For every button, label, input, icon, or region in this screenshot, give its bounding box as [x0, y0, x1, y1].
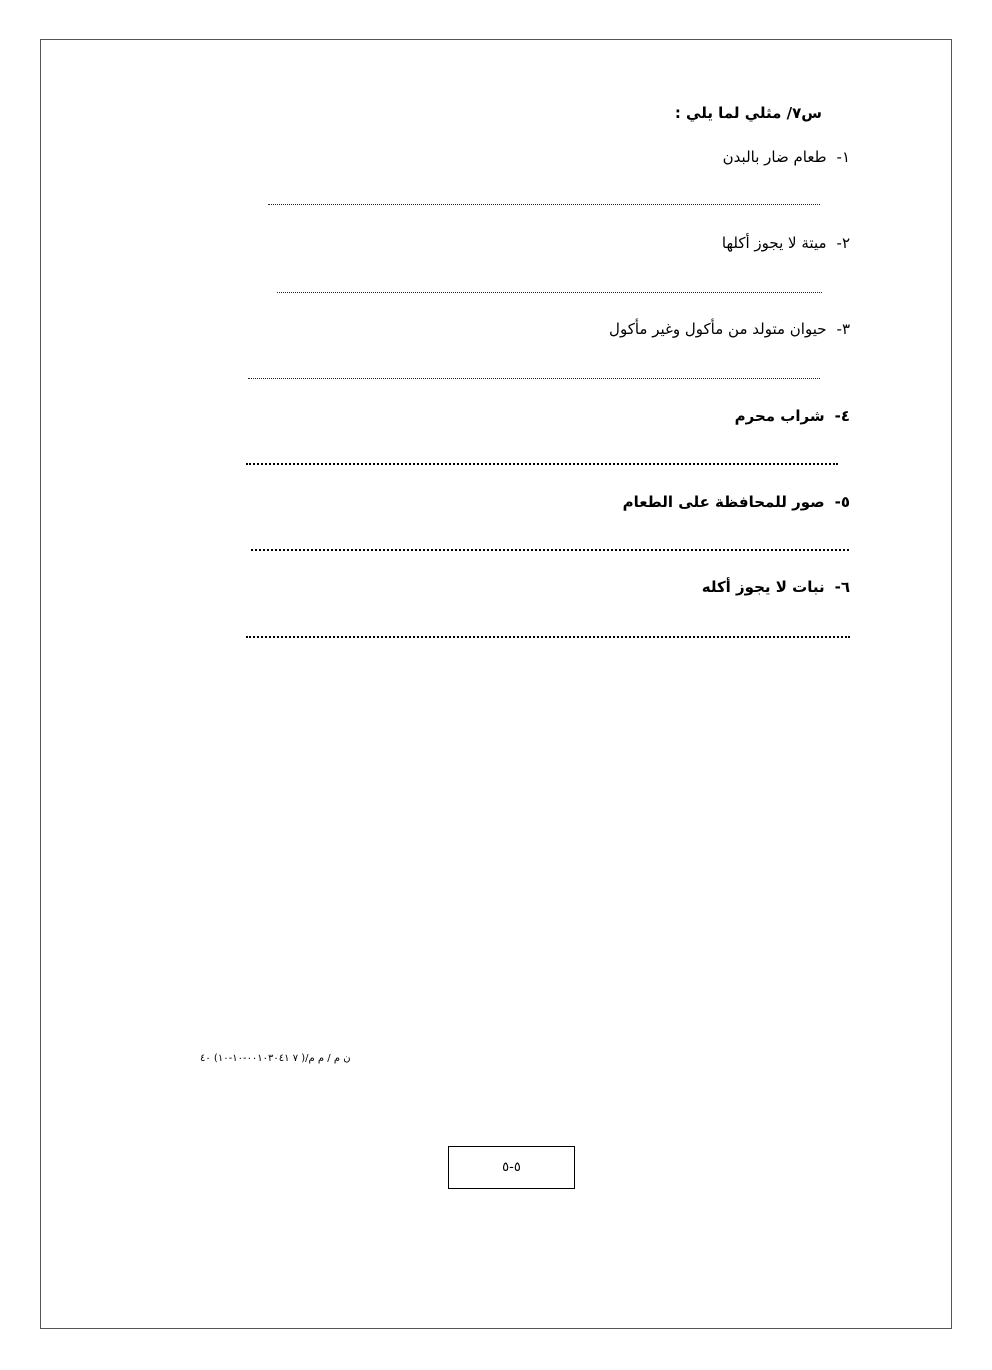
answer-line-1[interactable] — [268, 203, 820, 205]
answer-line-6[interactable] — [246, 635, 850, 638]
item-text: طعام ضار بالبدن — [722, 148, 827, 166]
answer-line-2[interactable] — [277, 291, 822, 293]
answer-line-3[interactable] — [248, 377, 820, 379]
item-number: ٤- — [834, 407, 850, 425]
item-number: ١- — [836, 148, 850, 166]
page-border — [40, 39, 952, 1329]
item-number: ٣- — [836, 320, 850, 338]
item-number: ٦- — [834, 578, 850, 596]
answer-line-5[interactable] — [251, 548, 849, 551]
item-text: شراب محرم — [734, 407, 825, 425]
list-item — [723, 148, 850, 166]
item-number: ٢- — [836, 234, 850, 252]
list-item — [702, 578, 850, 596]
answer-line-4[interactable] — [246, 462, 838, 465]
list-item — [609, 320, 850, 338]
question-heading: س٧/ مثلي لما يلي : — [674, 104, 822, 122]
document-reference: ن م / م م/( ٧ ٠٠١٠٣٠٤١-١٠-١٠) ٤٠ — [200, 1053, 351, 1064]
list-item — [722, 234, 850, 252]
item-text: صور للمحافظة على الطعام — [622, 493, 825, 511]
page-number: ٥-٥ — [502, 1160, 521, 1175]
item-number: ٥- — [834, 493, 850, 511]
list-item — [623, 493, 850, 511]
page-number-box — [448, 1146, 575, 1189]
item-text: نبات لا يجوز أكله — [701, 578, 825, 596]
list-item — [735, 407, 850, 425]
item-text: ميتة لا يجوز أكلها — [721, 234, 827, 252]
item-text: حيوان متولد من مأكول وغير مأكول — [609, 320, 827, 338]
